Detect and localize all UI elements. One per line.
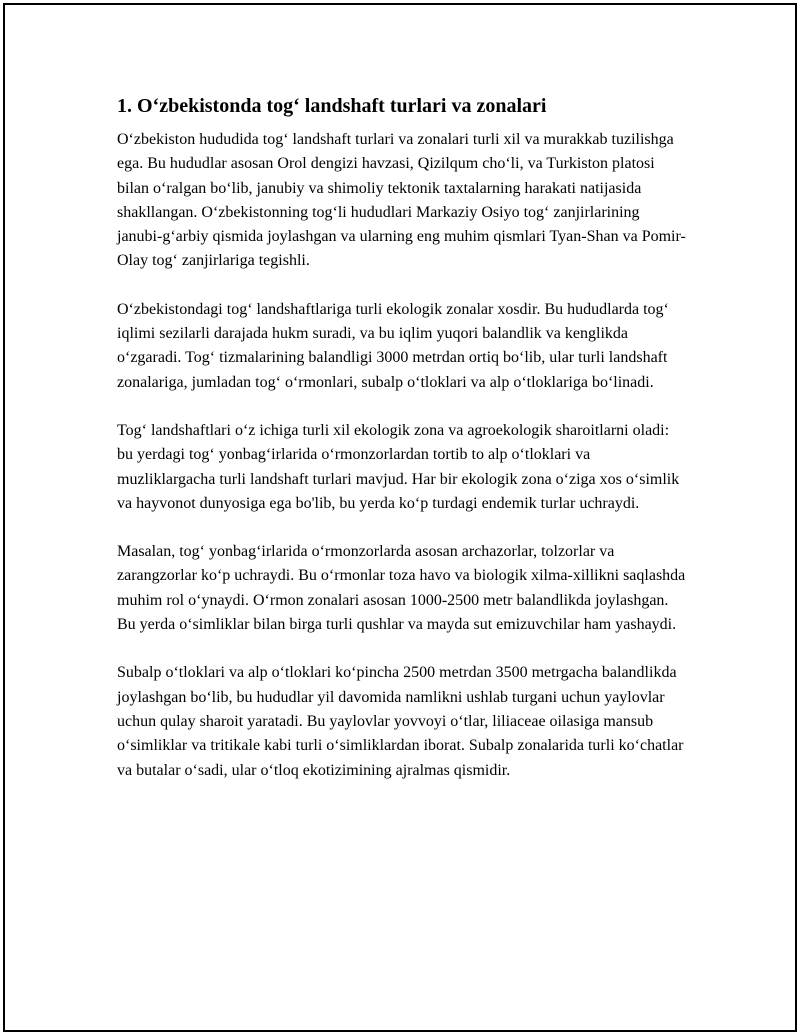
section-heading: 1. O‘zbekistonda tog‘ landshaft turlari va zonalari xyxy=(117,95,547,117)
paragraph-ecological-zones: O‘zbekistondagi tog‘ landshaftlariga turli ekologik zonalar xosdir. Bu hududlarda tog‘ iqlimi sezilarli darajada hukm suradi, va bu iqlim yuqori balandlik va kenglikda o‘zgaradi. Tog‘ tizmalarining balandligi 3000 metrdan ortiq bo‘lib, ular turli landshaft zonalariga, jumladan tog‘ o‘rmonlari, subalp o‘tloklari va alp o‘tloklariga bo‘linadi. xyxy=(117,300,669,391)
paragraph-meadows: Subalp o‘tloklari va alp o‘tloklari ko‘pincha 2500 metrdan 3500 metrgacha balandlikda joylashgan bo‘lib, bu hududlar yil davomida namlikni ushlab turgani uchun yaylovlar uchun qulay sharoit yaratadi. Bu yaylovlar yovvoyi o‘tlar, liliaceae oilasiga mansub o‘simliklar va tritikale kabi turli o‘simliklardan iborat. Subalp zonalarida turli ko‘chatlar va butalar o‘sadi, ular o‘tloq ekotizimining ajralmas qismidir. xyxy=(117,664,684,779)
paragraph-landscape-types: Tog‘ landshaftlari o‘z ichiga turli xil ekologik zona va agroekologik sharoitlarni oladi: bu yerdagi tog‘ yonbag‘irlarida o‘rmonzorlardan tortib to alp o‘tloklari va muzliklargacha turli landshaft turlari mavjud. Har bir ekologik zona o‘ziga xos o‘simlik va hayvonot dunyosiga ega bo'lib, bu yerda ko‘p turdagi endemik turlar uchraydi. xyxy=(117,421,680,512)
paragraph-intro: O‘zbekiston hududida tog‘ landshaft turlari va zonalari turli xil va murakkab tuzilishga ega. Bu hududlar asosan Orol dengizi havzasi, Qizilqum cho‘li, va Turkiston platosi bilan o‘ralgan bo‘lib, janubiy va shimoliy tektonik taxtalarning harakati natijasida shakllangan. O‘zbekistonning tog‘li hududlari Markaziy Osiyo tog‘ zanjirlarining janubi-g‘arbiy qismida joylashgan va ularning eng muhim qismlari Tyan-Shan va Pomir-Olay tog‘ zanjirlariga tegishli. xyxy=(117,131,686,270)
document-body xyxy=(117,92,687,807)
paragraph-forests: Masalan, tog‘ yonbag‘irlarida o‘rmonzorlarda asosan archazorlar, tolzorlar va zarangzorlar ko‘p uchraydi. Bu o‘rmonlar toza havo va biologik xilma-xillikni saqlashda muhim rol o‘ynaydi. O‘rmon zonalari asosan 1000-2500 metr balandlikda joylashgan. Bu yerda o‘simliklar bilan birga turli qushlar va mayda sut emizuvchilar ham yashaydi. xyxy=(117,543,686,634)
